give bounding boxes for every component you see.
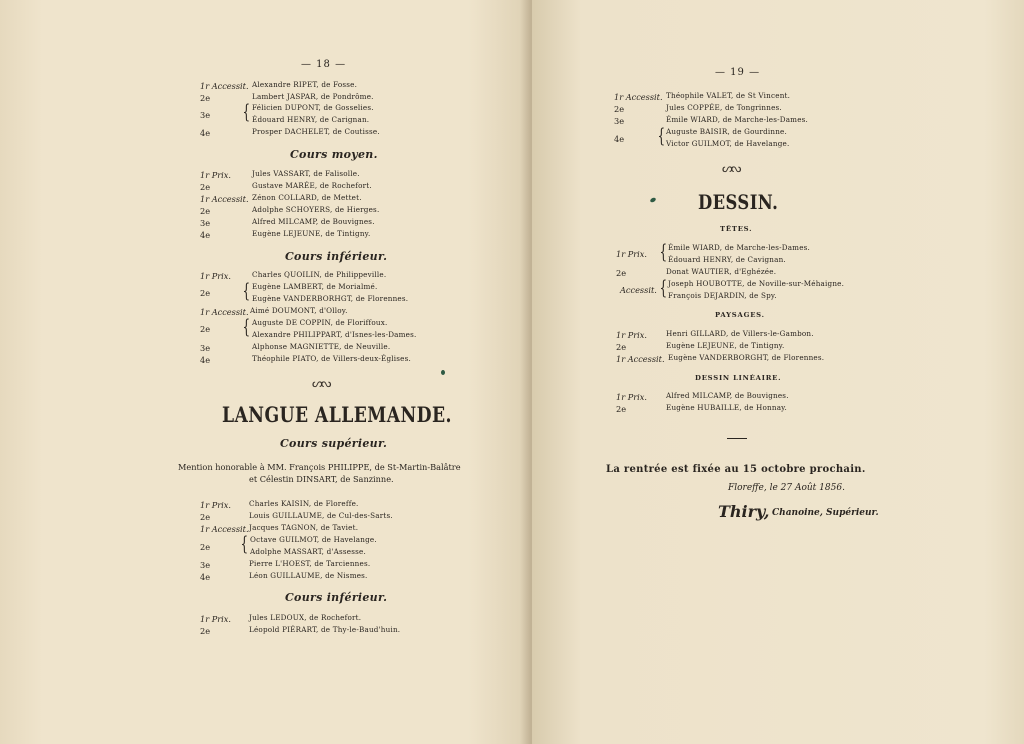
rank-label: 1r Prix.: [200, 271, 231, 281]
brace: {: [659, 275, 668, 299]
mention-honorable: Mention honorable à MM. François PHILIPPE, de St-Martin-Balâtre: [178, 462, 461, 472]
list-item: Eugène VANDERBORGHT, de Florennes.: [668, 353, 825, 362]
list-item: Léon GUILLAUME, de Nismes.: [249, 571, 368, 580]
rank-label: 2e: [200, 324, 211, 334]
list-item: Jules COPPÉE, de Tongrinnes.: [666, 103, 782, 112]
list-item: Prosper DACHELET, de Coutisse.: [252, 127, 380, 136]
brace: {: [242, 278, 251, 302]
list-item: Auguste DE COPPIN, de Floriffoux.: [252, 318, 388, 327]
list-item: Jules VASSART, de Falisolle.: [252, 169, 360, 178]
brace: {: [659, 239, 668, 263]
rank-label: 1r Prix.: [616, 330, 647, 340]
rank-label: 1r Prix.: [616, 392, 647, 402]
list-item: Aimé DOUMONT, d'Olloy.: [250, 306, 348, 315]
brace: {: [242, 314, 251, 338]
right-page: [532, 0, 1024, 744]
rank-label: 2e: [200, 288, 211, 298]
list-item: Émile WIARD, de Marche-les-Dames.: [668, 243, 811, 252]
list-item: Charles QUOILIN, de Philippeville.: [252, 270, 387, 279]
rank-label: 2e: [616, 342, 627, 352]
list-item: Théophile PIATO, de Villers-deux-Églises.: [252, 354, 411, 363]
section-heading: Cours moyen.: [290, 148, 378, 161]
rank-label: 1r Accessit.: [616, 354, 665, 364]
list-item: Alexandre RIPET, de Fosse.: [252, 80, 358, 89]
ink-spot: [649, 197, 656, 203]
section-title-langue-allemande: LANGUE ALLEMANDE.: [222, 402, 452, 427]
rank-label: 3e: [200, 343, 211, 353]
rank-label: 3e: [200, 560, 211, 570]
mention-honorable: et Célestin DINSART, de Sanzinne.: [249, 474, 394, 484]
list-item: Eugène LAMBERT, de Morialmé.: [252, 282, 378, 291]
rank-label: 2e: [200, 512, 211, 522]
section-heading: Cours inférieur.: [285, 591, 388, 604]
rank-label: 2e: [200, 206, 211, 216]
list-item: Auguste BAISIR, de Gourdinne.: [666, 127, 787, 136]
list-item: Édouard HENRY, de Cavignan.: [668, 255, 786, 264]
list-item: Édouard HENRY, de Carignan.: [252, 115, 370, 124]
list-item: Théophile VALET, de St Vincent.: [666, 91, 791, 100]
rank-label: 4e: [200, 128, 211, 138]
list-item: François DEJARDIN, de Spy.: [668, 291, 777, 300]
rank-label: 4e: [614, 134, 625, 144]
rank-label: 1r Accessit.: [200, 307, 249, 317]
rank-label: 2e: [614, 104, 625, 114]
rank-label: 2e: [200, 182, 211, 192]
list-item: Zénon COLLARD, de Mettet.: [252, 193, 362, 202]
ink-spot: [441, 370, 445, 375]
list-item: Eugène LEJEUNE, de Tintigny.: [252, 229, 371, 238]
divider: [727, 438, 747, 439]
rank-label: 4e: [200, 572, 211, 582]
list-item: Émile WIARD, de Marche-les-Dames.: [666, 115, 809, 124]
list-item: Joseph HOUBOTTE, de Noville-sur-Méhaigne.: [668, 279, 845, 288]
rank-label: 2e: [200, 93, 211, 103]
rank-label: 1r Prix.: [200, 170, 231, 180]
rank-label: 4e: [200, 355, 211, 365]
rank-label: 2e: [616, 404, 627, 414]
rank-label: 2e: [200, 626, 211, 636]
date-line: Floreffe, le 27 Août 1856.: [728, 483, 845, 493]
list-item: Lambert JASPAR, de Pondrôme.: [252, 92, 374, 101]
brace: {: [242, 99, 251, 123]
rank-label: 1r Accessit.: [200, 194, 249, 204]
section-heading: Cours inférieur.: [285, 250, 388, 263]
rank-label: 3e: [200, 110, 211, 120]
list-item: Alexandre PHILIPPART, d'Isnes-les-Dames.: [252, 330, 417, 339]
list-item: Henri GILLARD, de Villers-le-Gambon.: [666, 329, 814, 338]
rank-label: 3e: [614, 116, 625, 126]
list-item: Donat WAUTIER, d'Eghézée.: [666, 267, 777, 276]
list-item: Louis GUILLAUME, de Cul-des-Sarts.: [249, 511, 393, 520]
page-number-18: — 18 —: [301, 59, 347, 70]
list-item: Gustave MARÉE, de Rochefort.: [252, 181, 372, 190]
rank-label: 2e: [616, 268, 627, 278]
rank-label: Accessit.: [620, 285, 657, 295]
list-item: Alphonse MAGNIETTE, de Neuville.: [252, 342, 391, 351]
page-number-19: — 19 —: [715, 67, 761, 78]
list-item: Octave GUILMOT, de Havelange.: [250, 535, 377, 544]
rank-label: 3e: [200, 218, 211, 228]
list-item: Léopold PIÉRART, de Thy-le-Baud'huin.: [249, 625, 401, 634]
rank-label: 4e: [200, 230, 211, 240]
rank-label: 1r Accessit.: [200, 81, 249, 91]
rank-label: 2e: [200, 542, 211, 552]
rank-label: 1r Prix.: [616, 249, 647, 259]
brace: {: [657, 123, 666, 147]
list-item: Pierre L'HOEST, de Tarciennes.: [249, 559, 371, 568]
list-item: Eugène VANDERBORHGT, de Florennes.: [252, 294, 409, 303]
signature-title: Chanoine, Supérieur.: [772, 508, 879, 518]
list-item: Adolphe MASSART, d'Assesse.: [250, 547, 366, 556]
list-item: Charles KAISIN, de Floreffe.: [249, 499, 359, 508]
subsection-heading: PAYSAGES.: [715, 311, 765, 319]
subsection-heading: TÊTES.: [720, 225, 753, 233]
rank-label: 1r Accessit.: [614, 92, 663, 102]
brace: {: [240, 531, 249, 555]
rank-label: 1r Prix.: [200, 614, 231, 624]
list-item: Alfred MILCAMP, de Bouvignes.: [666, 391, 789, 400]
section-heading: Cours supérieur.: [280, 437, 388, 450]
section-title-dessin: DESSIN.: [698, 190, 779, 214]
list-item: Eugène LEJEUNE, de Tintigny.: [666, 341, 785, 350]
list-item: Victor GUILMOT, de Havelange.: [666, 139, 790, 148]
rank-label: 1r Accessit.: [200, 524, 249, 534]
list-item: Adolphe SCHOYERS, de Hierges.: [252, 205, 380, 214]
rank-label: 1r Prix.: [200, 500, 231, 510]
reopening-notice: La rentrée est fixée au 15 octobre prochain.: [606, 464, 866, 475]
signature-name: Thiry,: [718, 502, 770, 521]
subsection-heading: DESSIN LINÉAIRE.: [695, 374, 782, 382]
ornament-icon: ᔕᔓ: [722, 161, 740, 175]
list-item: Jacques TAGNON, de Taviet.: [249, 523, 359, 532]
list-item: Alfred MILCAMP, de Bouvignes.: [252, 217, 375, 226]
list-item: Jules LEDOUX, de Rochefort.: [249, 613, 362, 622]
list-item: Eugène HUBAILLE, de Honnay.: [666, 403, 787, 412]
ornament-icon: ᔕᔓ: [312, 376, 330, 390]
list-item: Félicien DUPONT, de Gosselies.: [252, 103, 374, 112]
